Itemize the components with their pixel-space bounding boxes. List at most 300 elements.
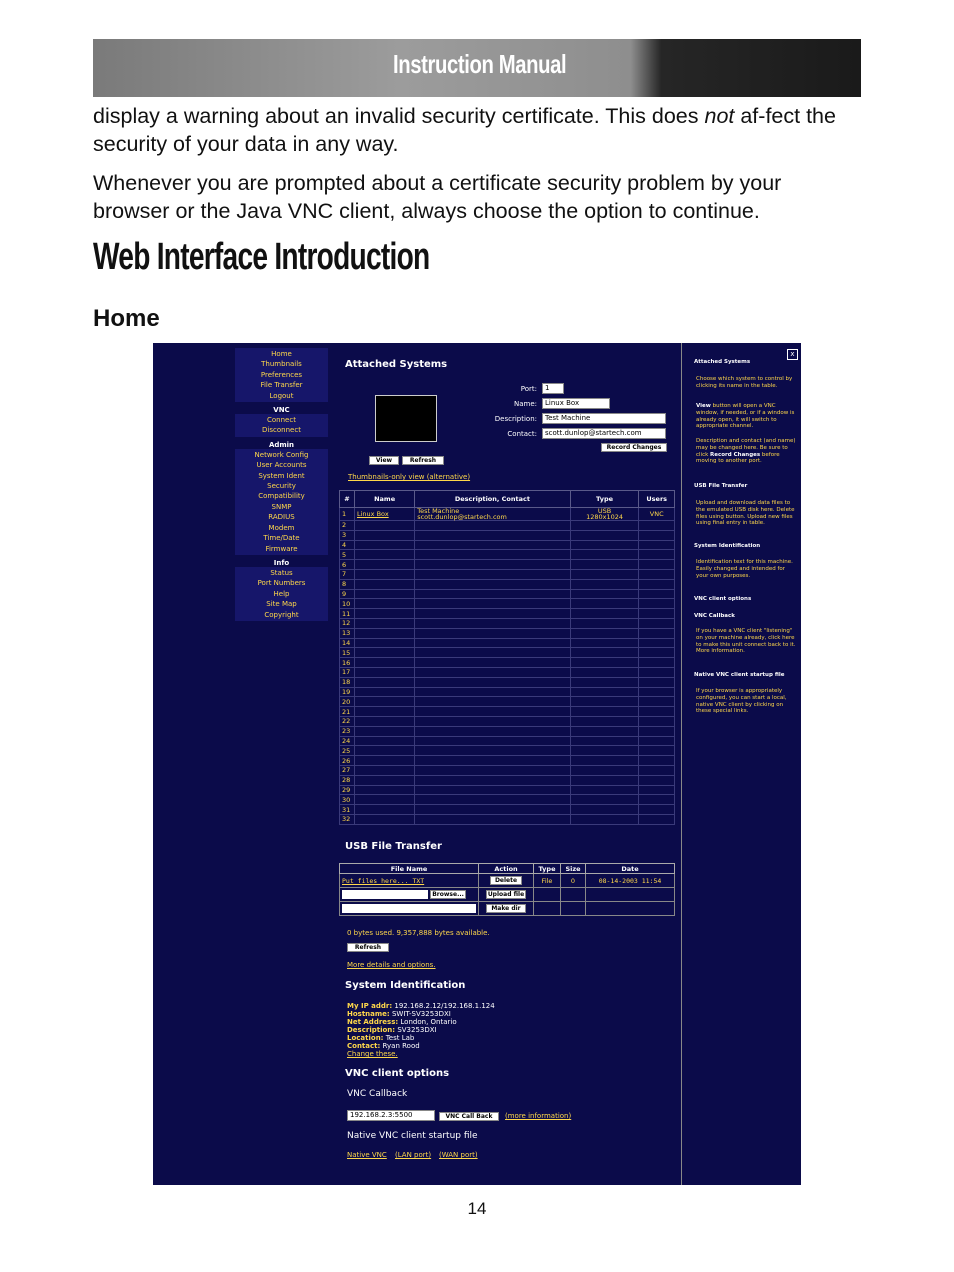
empty-cell — [355, 599, 415, 609]
column-header: Type — [570, 491, 639, 508]
row-number: 29 — [340, 785, 355, 795]
empty-cell — [355, 814, 415, 824]
empty-cell — [570, 618, 639, 628]
empty-cell — [570, 677, 639, 687]
bytes-used-text: 0 bytes used. 9,357,888 bytes available. — [347, 929, 490, 937]
paragraph-text: display a warning about an invalid security certificate. This does — [93, 104, 705, 128]
help-text: Identification text for this machine. Easily changed and intended for your own purposes. — [696, 559, 793, 579]
vnc-callback-input[interactable]: 192.168.2.3:5500 — [347, 1110, 435, 1121]
empty-cell — [639, 618, 675, 628]
name-input[interactable]: Linux Box — [542, 398, 610, 409]
empty-cell — [415, 540, 570, 550]
file-type: File — [534, 874, 561, 888]
close-icon[interactable]: x — [787, 349, 798, 360]
empty-cell — [355, 618, 415, 628]
empty-cell — [639, 667, 675, 677]
row-number: 5 — [340, 550, 355, 560]
row-number: 4 — [340, 540, 355, 550]
empty-cell — [355, 638, 415, 648]
empty-cell — [355, 579, 415, 589]
empty-cell — [355, 736, 415, 746]
ip-label: My IP addr: — [347, 1002, 393, 1010]
empty-cell — [355, 697, 415, 707]
empty-cell — [570, 795, 639, 805]
empty-cell — [570, 765, 639, 775]
vnc-client-options-title: VNC client options — [345, 1068, 450, 1079]
empty-cell — [415, 805, 570, 815]
empty-cell — [570, 648, 639, 658]
help-text-part: Description and contact (and name) may be changed here. Be sure to click — [696, 438, 796, 458]
empty-cell — [639, 775, 675, 785]
table-row[interactable] — [340, 746, 675, 756]
column-header: # — [340, 491, 355, 508]
system-type — [570, 508, 639, 521]
table-row[interactable] — [340, 638, 675, 648]
empty-cell — [355, 550, 415, 560]
empty-cell — [355, 795, 415, 805]
system-users: VNC — [639, 508, 675, 521]
contact-input[interactable]: scott.dunlop@startech.com — [542, 428, 666, 439]
row-number: 11 — [340, 609, 355, 619]
table-row — [340, 888, 675, 902]
nav-item[interactable]: Firmware — [265, 544, 298, 553]
table-row[interactable] — [340, 540, 675, 550]
column-header: Size — [561, 864, 586, 874]
empty-cell — [355, 609, 415, 619]
column-header: Description, Contact — [415, 491, 570, 508]
directory-name-input[interactable] — [342, 904, 476, 913]
row-number: 24 — [340, 736, 355, 746]
row-number: 21 — [340, 707, 355, 717]
table-row[interactable] — [340, 775, 675, 785]
nav-item[interactable]: Port Numbers — [257, 579, 306, 588]
empty-cell — [639, 658, 675, 668]
empty-cell — [415, 667, 570, 677]
vnc-call-back-button[interactable]: VNC Call Back — [439, 1112, 499, 1121]
nav-item[interactable]: Preferences — [260, 370, 303, 379]
usb-refresh-button[interactable]: Refresh — [347, 943, 389, 952]
empty-cell — [355, 687, 415, 697]
empty-cell — [570, 785, 639, 795]
empty-cell — [639, 560, 675, 570]
more-details-link[interactable]: More details and options. — [347, 961, 436, 969]
help-text-part: before moving to another port. — [696, 451, 780, 465]
empty-cell — [355, 667, 415, 677]
net-address-row — [347, 1018, 495, 1026]
empty-cell — [639, 648, 675, 658]
empty-cell — [415, 716, 570, 726]
nav-item[interactable]: Disconnect — [262, 426, 301, 435]
empty-cell — [415, 648, 570, 658]
empty-cell — [570, 589, 639, 599]
description-label: Description: — [494, 415, 537, 423]
nav-item[interactable]: Connect — [267, 416, 296, 425]
file-name-link[interactable]: Put files here... TXT — [340, 874, 479, 888]
delete-button[interactable]: Delete — [490, 876, 522, 885]
empty-cell — [355, 677, 415, 687]
empty-cell — [561, 902, 586, 916]
table-row[interactable] — [340, 579, 675, 589]
usb-file-table — [339, 863, 675, 916]
column-header: File Name — [340, 864, 479, 874]
nav-item[interactable]: SNMP — [271, 502, 292, 511]
nav-item[interactable]: Logout — [269, 391, 294, 400]
empty-cell — [415, 707, 570, 717]
contact-label: Contact: — [347, 1042, 381, 1050]
table-row[interactable] — [340, 697, 675, 707]
table-row[interactable] — [340, 658, 675, 668]
row-number: 13 — [340, 628, 355, 638]
nav-item[interactable]: Help — [273, 589, 290, 598]
ip-value: 192.168.2.12/192.168.1.124 — [394, 1002, 495, 1010]
empty-cell — [415, 569, 570, 579]
help-heading: USB File Transfer — [694, 483, 748, 489]
upload-action — [479, 888, 534, 902]
table-row[interactable] — [340, 756, 675, 766]
help-text-part: button will open a VNC window, if needed, or if a window is already open, it will switch to appropriate channel. — [696, 403, 795, 430]
row-number: 23 — [340, 726, 355, 736]
lan-port-link[interactable]: (LAN port) — [395, 1151, 432, 1159]
empty-cell — [415, 579, 570, 589]
help-text: Choose which system to control by clicking its name in the table. — [696, 376, 793, 389]
empty-cell — [570, 579, 639, 589]
table-row[interactable] — [340, 569, 675, 579]
empty-cell — [570, 736, 639, 746]
row-number: 7 — [340, 569, 355, 579]
empty-cell — [570, 550, 639, 560]
resolution-text: 1280x1024 — [586, 513, 623, 521]
empty-cell — [415, 589, 570, 599]
system-identification-block — [347, 1002, 495, 1058]
wan-port-link[interactable]: (WAN port) — [439, 1151, 478, 1159]
native-vnc-link[interactable]: Native VNC — [347, 1151, 387, 1159]
empty-cell — [415, 599, 570, 609]
thumbnail-preview[interactable] — [375, 395, 437, 442]
empty-cell — [415, 726, 570, 736]
make-dir-action — [479, 902, 534, 916]
nav-item[interactable]: Thumbnails — [261, 360, 302, 369]
row-number: 16 — [340, 658, 355, 668]
row-number: 6 — [340, 560, 355, 570]
nav-item[interactable]: Status — [270, 568, 293, 577]
empty-cell — [415, 609, 570, 619]
column-header: Users — [639, 491, 675, 508]
empty-cell — [355, 707, 415, 717]
table-row[interactable] — [340, 785, 675, 795]
description-value: SV3253DXI — [397, 1026, 437, 1034]
empty-cell — [570, 658, 639, 668]
paragraph-certificate — [93, 102, 863, 158]
table-row[interactable] — [340, 521, 675, 531]
nav-item[interactable]: Site Map — [266, 600, 297, 609]
usb-file-transfer-title: USB File Transfer — [345, 841, 442, 852]
empty-cell — [570, 521, 639, 531]
empty-cell — [639, 716, 675, 726]
empty-cell — [415, 618, 570, 628]
empty-cell — [534, 888, 561, 902]
table-row[interactable] — [340, 795, 675, 805]
empty-cell — [570, 530, 639, 540]
location-label: Location: — [347, 1034, 384, 1042]
system-description — [415, 508, 570, 521]
row-number: 17 — [340, 667, 355, 677]
nav-group-admin — [235, 449, 328, 555]
empty-cell — [639, 550, 675, 560]
empty-cell — [415, 765, 570, 775]
empty-cell — [570, 628, 639, 638]
row-number: 30 — [340, 795, 355, 805]
nav-item[interactable]: Network Config — [254, 450, 309, 459]
paragraph-continue: Whenever you are prompted about a certificate security problem by your browser or the Java VNC client, always choose the option to continue. — [93, 171, 782, 223]
ip-row — [347, 1002, 495, 1010]
empty-cell — [355, 775, 415, 785]
thumbnails-only-link[interactable]: Thumbnails-only view (alternative) — [348, 473, 471, 481]
empty-cell — [415, 628, 570, 638]
row-number: 22 — [340, 716, 355, 726]
net-address-value: London, Ontario — [400, 1018, 457, 1026]
empty-cell — [639, 521, 675, 531]
empty-cell — [415, 736, 570, 746]
row-number: 18 — [340, 677, 355, 687]
record-changes-button[interactable]: Record Changes — [601, 443, 667, 452]
system-name-link[interactable]: Linux Box — [355, 508, 415, 521]
browse-button[interactable]: Browse... — [430, 890, 466, 899]
sub-title: Home — [93, 305, 160, 332]
empty-cell — [639, 795, 675, 805]
row-number: 25 — [340, 746, 355, 756]
empty-cell — [570, 569, 639, 579]
header-bar — [93, 39, 861, 97]
description-row — [347, 1026, 495, 1034]
table-row[interactable] — [340, 805, 675, 815]
system-identification-title: System Identification — [345, 980, 466, 991]
header-title: Instruction Manual — [393, 49, 567, 79]
empty-cell — [639, 687, 675, 697]
attached-systems-title: Attached Systems — [345, 359, 448, 370]
table-row[interactable] — [340, 814, 675, 824]
empty-cell — [570, 697, 639, 707]
net-address-label: Net Address: — [347, 1018, 399, 1026]
empty-cell — [415, 814, 570, 824]
contact-text: scott.dunlop@startech.com — [417, 513, 507, 521]
empty-cell — [639, 609, 675, 619]
table-row[interactable] — [340, 765, 675, 775]
empty-cell — [570, 775, 639, 785]
empty-cell — [415, 785, 570, 795]
table-row[interactable] — [340, 530, 675, 540]
empty-cell — [639, 707, 675, 717]
make-dir-cell — [340, 902, 479, 916]
table-row — [340, 874, 675, 888]
row-number: 20 — [340, 697, 355, 707]
view-button[interactable]: View — [369, 456, 399, 465]
table-row[interactable] — [340, 736, 675, 746]
empty-cell — [415, 530, 570, 540]
empty-cell — [639, 756, 675, 766]
column-header: Type — [534, 864, 561, 874]
empty-cell — [639, 638, 675, 648]
empty-cell — [639, 540, 675, 550]
help-bold: View — [696, 403, 711, 409]
section-title: Web Interface Introduction — [93, 236, 430, 278]
help-heading: VNC client options — [694, 596, 752, 602]
empty-cell — [561, 888, 586, 902]
table-row[interactable] — [340, 560, 675, 570]
help-panel — [681, 343, 801, 1185]
table-row[interactable] — [340, 628, 675, 638]
table-row[interactable] — [340, 707, 675, 717]
help-heading: Native VNC client startup file — [694, 672, 785, 678]
nav-item[interactable]: Copyright — [264, 610, 299, 619]
row-number: 19 — [340, 687, 355, 697]
empty-cell — [639, 765, 675, 775]
row-number: 8 — [340, 579, 355, 589]
empty-cell — [570, 687, 639, 697]
nav-group-vnc — [235, 414, 328, 437]
empty-cell — [586, 888, 675, 902]
empty-cell — [355, 569, 415, 579]
row-number: 26 — [340, 756, 355, 766]
empty-cell — [570, 746, 639, 756]
nav-item[interactable]: Modem — [268, 523, 295, 532]
row-number: 9 — [340, 589, 355, 599]
empty-cell — [639, 628, 675, 638]
empty-cell — [570, 667, 639, 677]
nav-item[interactable]: RADIUS — [268, 513, 295, 522]
empty-cell — [586, 902, 675, 916]
row-number: 1 — [340, 508, 355, 521]
empty-cell — [639, 569, 675, 579]
port-input[interactable]: 1 — [542, 383, 564, 394]
empty-cell — [534, 902, 561, 916]
nav-item[interactable]: Security — [267, 482, 296, 491]
empty-cell — [355, 628, 415, 638]
table-row[interactable] — [340, 609, 675, 619]
table-row[interactable] — [340, 687, 675, 697]
empty-cell — [355, 589, 415, 599]
type-text: USB — [597, 507, 612, 515]
attached-systems-table — [339, 490, 675, 825]
empty-cell — [355, 765, 415, 775]
empty-cell — [355, 785, 415, 795]
help-heading: System Identification — [694, 543, 761, 549]
nav-item[interactable]: File Transfer — [260, 381, 303, 390]
row-number: 10 — [340, 599, 355, 609]
table-row[interactable] — [340, 589, 675, 599]
name-label: Name: — [513, 400, 537, 408]
help-text: If your browser is appropriately configured, you can start a local, native VNC client by clicking on these special links. — [696, 688, 787, 715]
description-text: Test Machine — [417, 507, 460, 515]
nav-sidebar — [235, 348, 328, 624]
upload-file-button[interactable]: Upload file — [487, 891, 525, 898]
table-row[interactable] — [340, 677, 675, 687]
table-row[interactable] — [340, 726, 675, 736]
empty-cell — [639, 599, 675, 609]
native-vnc-label: Native VNC client startup file — [347, 1131, 478, 1141]
empty-cell — [355, 521, 415, 531]
empty-cell — [570, 638, 639, 648]
refresh-button[interactable]: Refresh — [402, 456, 444, 465]
empty-cell — [415, 560, 570, 570]
contact-label: Contact: — [507, 430, 537, 438]
empty-cell — [355, 746, 415, 756]
empty-cell — [415, 658, 570, 668]
file-action — [479, 874, 534, 888]
paragraph-emphasis: not — [704, 104, 735, 128]
nav-item[interactable]: Time/Date — [263, 534, 300, 543]
empty-cell — [639, 530, 675, 540]
empty-cell — [570, 609, 639, 619]
description-input[interactable]: Test Machine — [542, 413, 666, 424]
help-text — [696, 403, 798, 430]
nav-item[interactable]: Compatibility — [258, 492, 305, 501]
nav-group-main — [235, 348, 328, 402]
empty-cell — [639, 814, 675, 824]
table-row[interactable] — [340, 508, 675, 521]
row-number: 15 — [340, 648, 355, 658]
page-number: 14 — [467, 1199, 487, 1218]
help-heading: Attached Systems — [694, 359, 751, 365]
empty-cell — [639, 589, 675, 599]
nav-item[interactable]: System Ident — [258, 471, 305, 480]
change-these-link[interactable]: Change these. — [347, 1050, 398, 1058]
empty-cell — [415, 775, 570, 785]
empty-cell — [355, 756, 415, 766]
empty-cell — [355, 540, 415, 550]
nav-item[interactable]: Home — [271, 350, 292, 358]
empty-cell — [415, 795, 570, 805]
empty-cell — [415, 756, 570, 766]
table-row[interactable] — [340, 599, 675, 609]
table-row[interactable] — [340, 648, 675, 658]
upload-file-input[interactable] — [342, 890, 428, 899]
column-header: Name — [355, 491, 415, 508]
empty-cell — [415, 677, 570, 687]
row-number: 31 — [340, 805, 355, 815]
empty-cell — [355, 716, 415, 726]
table-row[interactable] — [340, 667, 675, 677]
table-row[interactable] — [340, 550, 675, 560]
location-value: Test Lab — [385, 1034, 415, 1042]
empty-cell — [639, 805, 675, 815]
empty-cell — [415, 697, 570, 707]
empty-cell — [355, 658, 415, 668]
empty-cell — [355, 560, 415, 570]
empty-cell — [639, 785, 675, 795]
empty-cell — [570, 805, 639, 815]
make-dir-button[interactable]: Make dir — [486, 904, 526, 913]
row-number: 12 — [340, 618, 355, 628]
table-header-row — [340, 491, 675, 508]
location-row — [347, 1034, 495, 1042]
empty-cell — [639, 677, 675, 687]
port-label: Port: — [520, 385, 537, 393]
more-information-link[interactable]: (more information) — [505, 1112, 572, 1120]
help-text — [696, 438, 798, 465]
nav-head-info: Info — [273, 558, 290, 567]
hostname-row — [347, 1010, 495, 1018]
empty-cell — [355, 805, 415, 815]
table-row[interactable] — [340, 618, 675, 628]
nav-item[interactable]: User Accounts — [256, 461, 307, 470]
empty-cell — [639, 726, 675, 736]
empty-cell — [355, 530, 415, 540]
empty-cell — [415, 746, 570, 756]
empty-cell — [415, 550, 570, 560]
table-row[interactable] — [340, 716, 675, 726]
hostname-label: Hostname: — [347, 1010, 390, 1018]
vnc-callback-label: VNC Callback — [347, 1089, 408, 1099]
